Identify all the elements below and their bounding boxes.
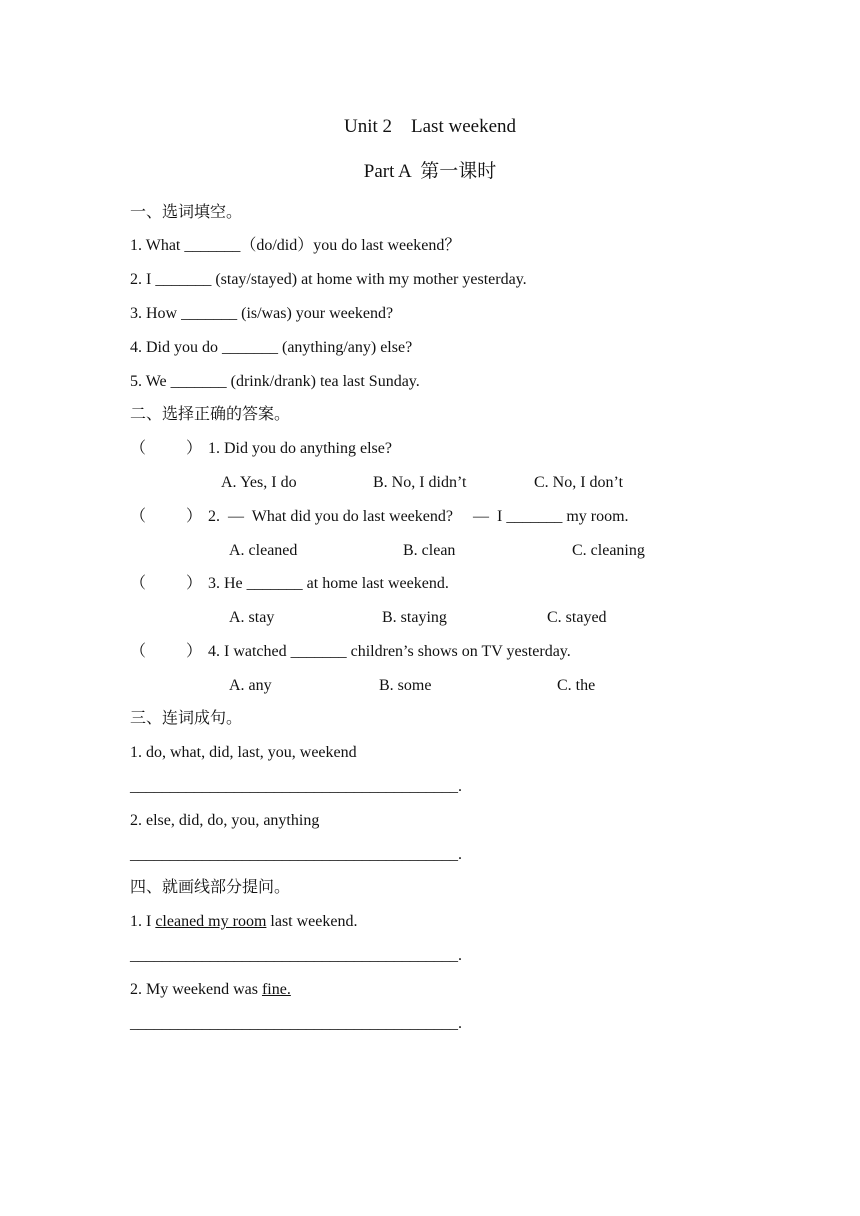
option-c: C. stayed [547, 609, 607, 626]
sentence-text: 1. I [130, 913, 156, 930]
fill-blank-item: 4. Did you do _______ (anything/any) else? [130, 339, 413, 356]
fill-blank-item: 1. What _______（do/did）you do last weekend？ [130, 237, 461, 254]
fill-blank-item: 5. We _______ (drink/drank) tea last Sunday. [130, 373, 420, 390]
option-c: C. cleaning [572, 542, 645, 559]
question-sentence [130, 980, 291, 1000]
word-list: 2. else, did, do, you, anything [130, 812, 320, 829]
answer-bracket: （ ） [130, 575, 203, 592]
option-a: A. any [229, 677, 272, 694]
underlined-phrase: cleaned my room [155, 913, 267, 930]
option-a: A. stay [229, 609, 275, 626]
option-a: A. Yes, I do [221, 474, 297, 491]
option-c: C. No, I don’t [534, 474, 624, 491]
answer-bracket: （ ） [130, 643, 203, 660]
underlined-phrase: fine. [261, 981, 291, 998]
question-text: 2. — What did you do last weekend? — I _______ my room. [208, 508, 629, 525]
section-4-heading: 四、就画线部分提问。 [130, 879, 291, 896]
question-text: 3. He _______ at home last weekend. [208, 575, 449, 592]
page-title: Unit 2 Last weekend [343, 116, 516, 137]
sentence-text: last weekend. [266, 913, 358, 930]
fill-blank-item: 2. I _______ (stay/stayed) at home with my mother yesterday. [130, 271, 527, 288]
question-sentence [130, 912, 357, 932]
answer-line: _________________________________________. [130, 947, 462, 964]
section-3-heading: 三、连词成句。 [130, 710, 243, 727]
question-text: 1. Did you do anything else? [208, 440, 392, 457]
section-1-heading: 一、选词填空。 [130, 204, 243, 221]
option-a: A. cleaned [229, 542, 298, 559]
answer-bracket: （ ） [130, 440, 203, 457]
sentence-text: 2. My weekend was [130, 981, 262, 998]
option-b: B. No, I didn’t [373, 474, 467, 491]
fill-blank-item: 3. How _______ (is/was) your weekend? [130, 305, 394, 322]
question-text: 4. I watched _______ children’s shows on TV yesterday. [208, 643, 571, 660]
answer-line: _________________________________________. [130, 1015, 462, 1032]
answer-bracket: （ ） [130, 508, 203, 525]
word-list: 1. do, what, did, last, you, weekend [130, 744, 357, 761]
answer-line: _________________________________________. [130, 846, 462, 863]
option-b: B. staying [382, 609, 447, 626]
section-2-heading: 二、选择正确的答案。 [130, 406, 291, 423]
option-b: B. clean [403, 542, 456, 559]
answer-line: _________________________________________. [130, 778, 462, 795]
option-c: C. the [557, 677, 596, 694]
option-b: B. some [379, 677, 432, 694]
page-subtitle: Part A 第一课时 [363, 161, 497, 182]
